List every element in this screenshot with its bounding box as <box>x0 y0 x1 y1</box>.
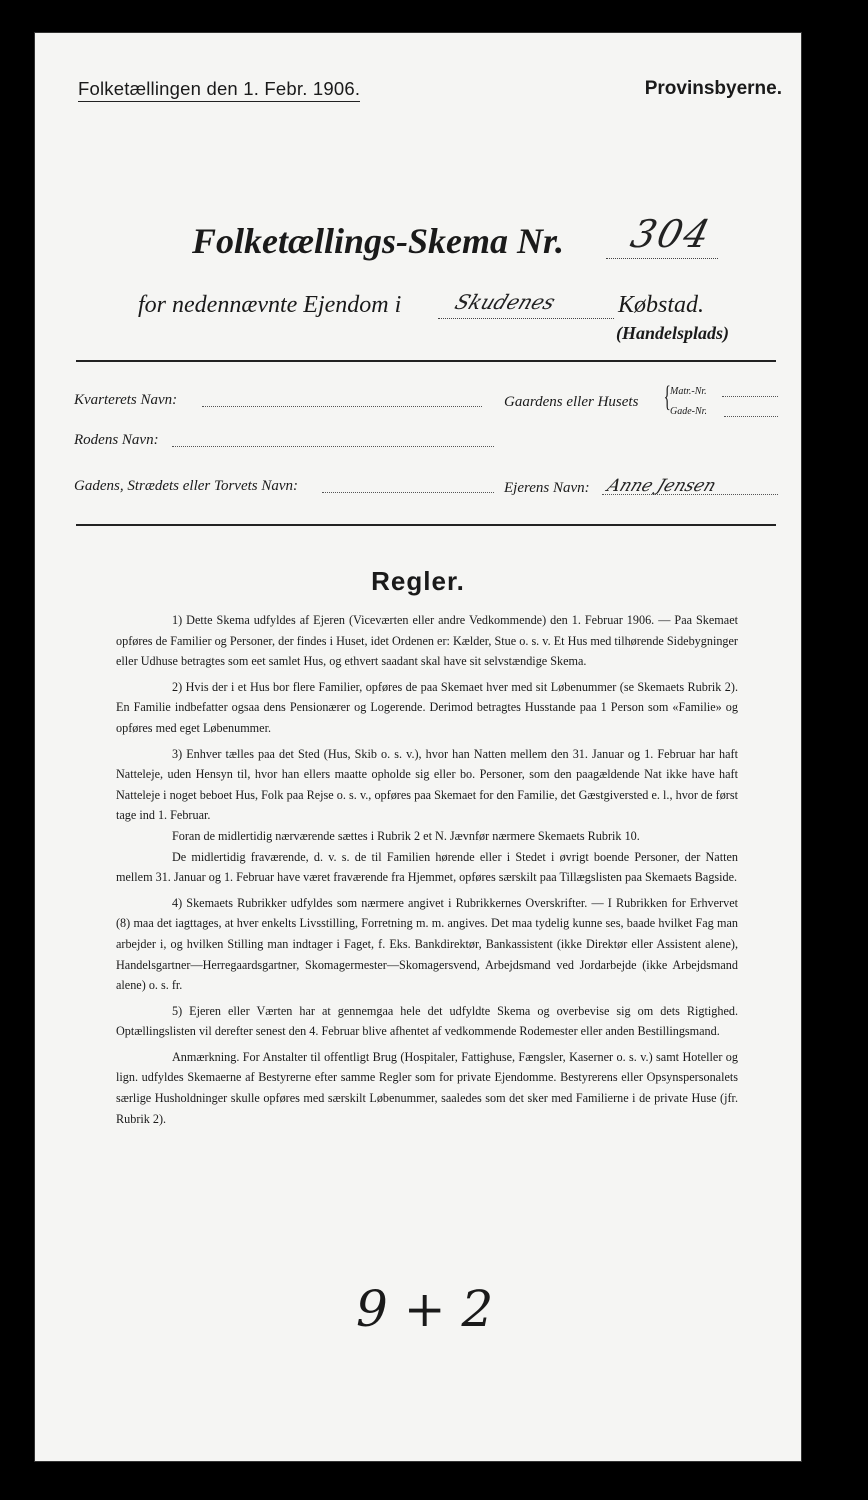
divider-bottom <box>76 524 776 526</box>
rule-2: 2) Hvis der i et Hus bor flere Familier, opføres de paa Skemaet hver med sit Løbenummer (se Skemaets Rubrik 2). En Familie indbefatter ogsaa dens Pensionærer og Logerende. Derimod betragtes Husstande paa 1 Person som «Familie» og opføres med eget Løbenummer. <box>116 679 738 735</box>
town-type: Købstad. <box>618 292 705 318</box>
street-field[interactable] <box>322 492 494 493</box>
town-type-note: (Handelsplads) <box>616 323 730 343</box>
form-number-line <box>606 258 718 259</box>
gade-nr-label: Gade-Nr. <box>670 406 707 417</box>
street-label: Gadens, Strædets eller Torvets Navn: <box>74 478 299 494</box>
rule-1: 1) Dette Skema udfyldes af Ejeren (Viceværten eller andre Vedkommende) den 1. Februar 1906. — Paa Skemaet opføres de Familier og Personer, der findes i Huset, idet Ordenen er: Kælder, Stue o. s. v. Et Hus med tilhørende Sidebygninger eller Udhuse betragtes som eet samlet Hus, og ethvert saadant skal have sit selvstændige Skema. <box>116 613 738 669</box>
brace: { <box>663 380 671 413</box>
rule-4: 4) Skemaets Rubrikker udfyldes som nærmere angivet i Rubrikkernes Overskrifter. — I Rubrikken for Erhvervet (8) maa det iagttages, at hver enkelts Livsstilling, Forretning m. m. angives. Det maa tydelig kunne ses, baade hvilket Fag man arbejder i, og hvilken Stilling man indtager i Faget, f. Eks. Bankdirektør, Bankassistent (ikke Direktør eller Assistent alene), Handelsgartner—Herregaardsgartner, Skomagermester—Skomagersvend, Arbejdsmand ved Jordarbejde (ikke Arbejdsmand alene) o. s. fr. <box>116 895 738 993</box>
quarter-field[interactable] <box>202 406 482 407</box>
matr-label: Matr.-Nr. <box>670 386 707 397</box>
quarter-label: Kvarterets Navn: <box>74 392 178 408</box>
region-header: Provinsbyerne. <box>644 78 782 99</box>
rule-5: 5) Ejeren eller Værten har at gennemgaa hele det udfyldte Skema og overbevise sig om dets Rigtighed. Optællingslisten vil derefter senest den 4. Februar blive afhentet af vedkommende Rodemester eller anden Bestillingsmand. <box>116 1003 738 1039</box>
form-number-handwritten: 304 <box>626 212 717 256</box>
census-form <box>34 32 802 1462</box>
bottom-handwritten-count: 9 + 2 <box>356 1280 494 1338</box>
rule-3-temporary-absent: De midlertidig fraværende, d. v. s. de til Familien hørende eller i Stedet i øvrigt boende Personer, der Natten mellem 31. Januar og 1. Februar have været fraværende fra Hjemmet, opføres særskilt paa Tillægslisten paa Skemaets Bagside. <box>116 849 738 885</box>
matr-field[interactable] <box>722 396 778 397</box>
rule-3-temporary-present: Foran de midlertidig nærværende sættes i Rubrik 2 et N. Jævnfør nærmere Skemaets Rubrik 10. <box>172 828 640 843</box>
rule-note: Anmærkning. For Anstalter til offentligt Brug (Hospitaler, Fattighuse, Fængsler, Kaserner o. s. v.) samt Hoteller og lign. udfyldes Skemaerne af Bestyrerne efter samme Regler som for private Ejendomme. Bestyrerens eller Opsynspersonalets særlige Husholdninger skulle opføres med særskilt Løbenummer, saaledes som det sker med Familierne i de private Huse (jfr. Rubrik 2). <box>116 1049 738 1126</box>
house-label: Gaardens eller Husets <box>504 394 639 410</box>
gade-nr-field[interactable] <box>724 416 778 417</box>
rule-3: 3) Enhver tælles paa det Sted (Hus, Skib o. s. v.), hvor han Natten mellem den 31. Januar og 1. Februar har haft Natteleje, uden Hensyn til, hvor han ellers maatte opholde sig eller bo. Personer, som den paagældende Nat ikke have haft Natteleje i noget beboet Hus, Folk paa Rejse o. s. v., opføres paa Skemaet for den Familie, det Gæstgiversted e. l., hvor de først tage ind 1. Februar. <box>116 746 738 823</box>
form-title: Folketællings-Skema Nr. <box>192 221 565 261</box>
town-handwritten: Skudenes <box>451 290 559 314</box>
rules-heading: Regler. <box>371 566 465 596</box>
owner-label: Ejerens Navn: <box>504 480 590 496</box>
rode-field[interactable] <box>172 446 494 447</box>
rules-body <box>116 610 738 1134</box>
owner-handwritten: Anne Jensen <box>604 476 719 496</box>
census-date-header: Folketællingen den 1. Febr. 1906. <box>78 78 360 102</box>
property-prefix: for nedennævnte Ejendom i <box>138 292 402 318</box>
town-line <box>438 318 614 319</box>
divider-top <box>76 360 776 362</box>
rode-label: Rodens Navn: <box>74 432 159 448</box>
